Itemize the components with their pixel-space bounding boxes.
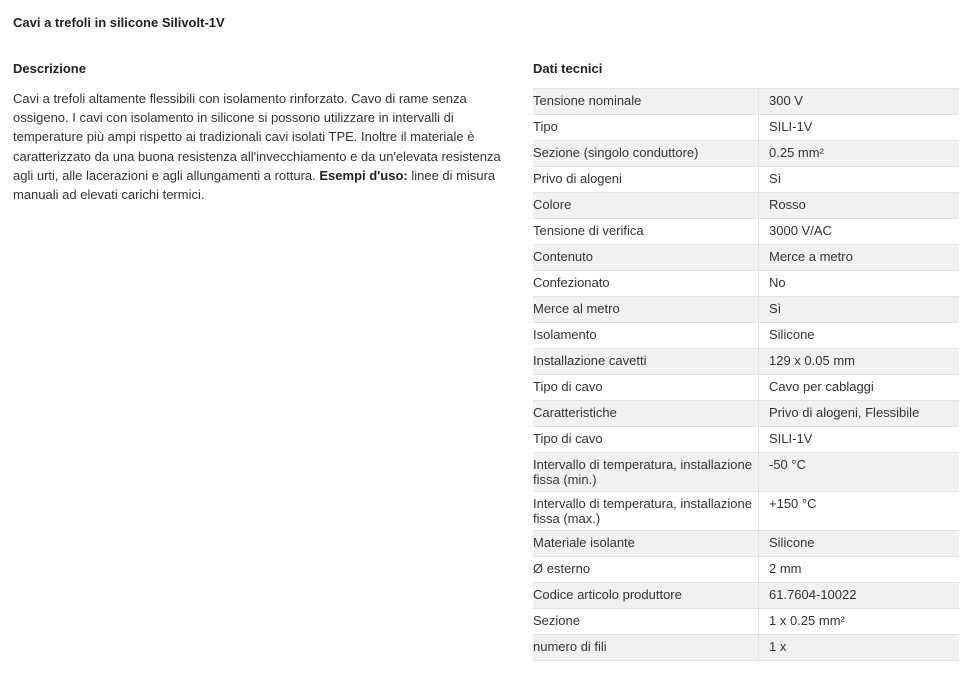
spec-value: -50 °C [759,453,960,492]
spec-value: 1 x 0.25 mm² [759,609,960,635]
spec-label: Codice articolo produttore [533,583,759,609]
spec-row [533,115,959,141]
spec-label: Materiale isolante [533,531,759,557]
spec-value: Silicone [759,531,960,557]
spec-label: Tipo di cavo [533,375,759,401]
spec-label: Sezione [533,609,759,635]
spec-value: +150 °C [759,492,960,531]
spec-value: 0.25 mm² [759,141,960,167]
spec-row [533,297,959,323]
specs-table [533,88,959,661]
spec-value: SILI-1V [759,115,960,141]
description-text-main: Cavi a trefoli altamente flessibili con isolamento rinforzato. Cavo di rame senza ossigeno. I cavi con isolamento in silicone si possono utilizzare in intervalli di temperature più ampi rispetto ai tradizionali cavi isolati TPE. Inoltre il materiale è caratterizzato da una buona resistenza all'invecchiamento e da un'elevata resistenza agli urti, alle lacerazioni e agli allungamenti a rottura. [13,91,501,183]
spec-label: numero di fili [533,635,759,661]
spec-value: 129 x 0.05 mm [759,349,960,375]
spec-value: Rosso [759,193,960,219]
spec-value: 3000 V/AC [759,219,960,245]
spec-row [533,193,959,219]
spec-value: Cavo per cablaggi [759,375,960,401]
spec-label: Intervallo di temperatura, installazione fissa (max.) [533,492,759,531]
spec-row [533,531,959,557]
spec-value: 300 V [759,89,960,115]
spec-row [533,323,959,349]
spec-label: Colore [533,193,759,219]
spec-label: Ø esterno [533,557,759,583]
technical-data-section [533,61,959,661]
spec-label: Caratteristiche [533,401,759,427]
spec-row [533,89,959,115]
spec-value: 61.7604-10022 [759,583,960,609]
spec-row [533,635,959,661]
spec-label: Contenuto [533,245,759,271]
spec-row [533,609,959,635]
spec-label: Isolamento [533,323,759,349]
description-heading: Descrizione [13,61,86,76]
spec-label: Intervallo di temperatura, installazione fissa (min.) [533,453,759,492]
spec-value: No [759,271,960,297]
description-section [13,61,501,204]
spec-label: Merce al metro [533,297,759,323]
spec-row [533,375,959,401]
spec-row [533,401,959,427]
spec-row [533,167,959,193]
spec-label: Sezione (singolo conduttore) [533,141,759,167]
spec-row [533,492,959,531]
spec-value: 1 x [759,635,960,661]
spec-value: SILI-1V [759,427,960,453]
technical-data-heading: Dati tecnici [533,61,603,76]
spec-label: Installazione cavetti [533,349,759,375]
spec-label: Confezionato [533,271,759,297]
spec-label: Tensione nominale [533,89,759,115]
spec-value: Silicone [759,323,960,349]
spec-value: Merce a metro [759,245,960,271]
spec-row [533,245,959,271]
spec-row [533,583,959,609]
spec-value: 2 mm [759,557,960,583]
spec-label: Tensione di verifica [533,219,759,245]
spec-value: Sì [759,297,960,323]
spec-label: Tipo di cavo [533,427,759,453]
spec-row [533,219,959,245]
usage-examples-label: Esempi d'uso: [319,167,408,183]
usage-examples-text: linee di misura manuali ad elevati carichi termici. [13,167,496,203]
spec-row [533,427,959,453]
spec-row [533,453,959,492]
spec-label: Privo di alogeni [533,167,759,193]
spec-value: Sì [759,167,960,193]
spec-row [533,271,959,297]
spec-value: Privo di alogeni, Flessibile [759,401,960,427]
spec-row [533,141,959,167]
spec-row [533,557,959,583]
spec-label: Tipo [533,115,759,141]
spec-row [533,349,959,375]
description-text [13,89,501,204]
page-title: Cavi a trefoli in silicone Silivolt-1V [13,15,225,30]
